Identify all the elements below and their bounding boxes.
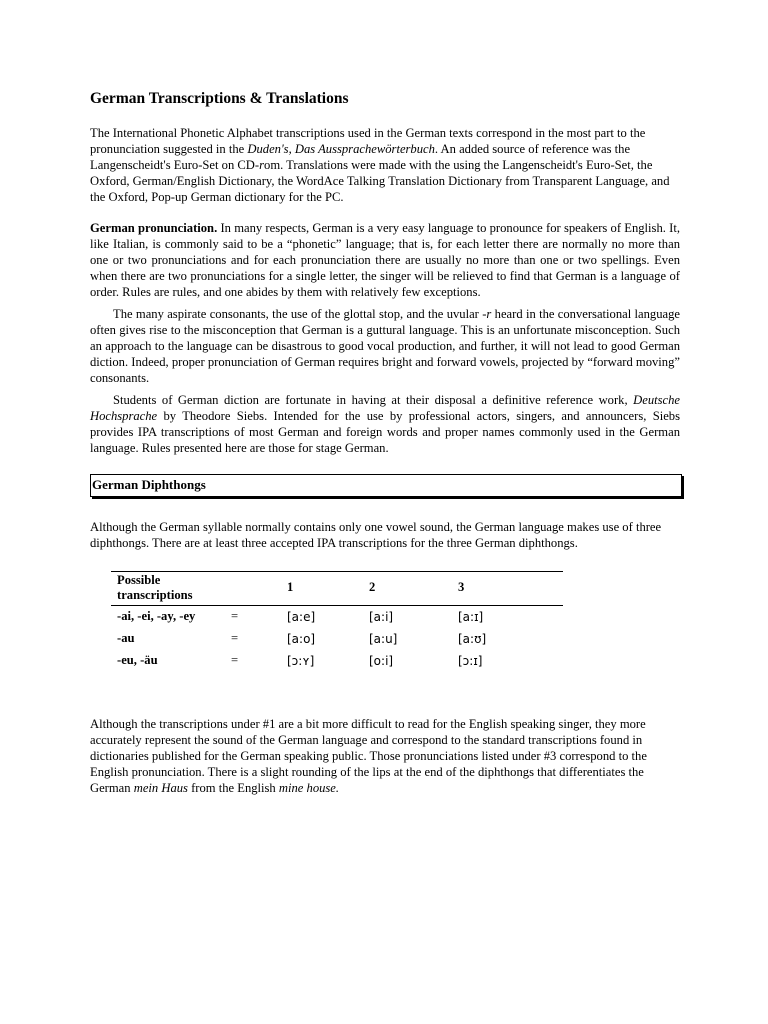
- closing-italic-mine-house: mine house.: [278, 780, 340, 795]
- row-transcription-1: [ɔ:ʏ]: [287, 653, 315, 668]
- intro-text-1: The International Phonetic Alphabet transcriptions used in the German texts correspond in the most part to the pronunciation suggested in the: [90, 125, 646, 156]
- table-header-row: [111, 571, 563, 605]
- diphthongs-closing-paragraph: [90, 716, 680, 796]
- page-title: German Transcriptions & Translations: [90, 90, 349, 107]
- row-transcription-2: [o:i]: [369, 653, 394, 668]
- table-row: [111, 628, 563, 650]
- pronunciation-text-2b: heard in the conversational language often gives rise to the misconception that German is a guttural language. This is an unfortunate misconception. Such an approach to the language can be disastrous to good vocal production, and further, it will not lead to good German diction. Indeed, proper pronunciation of German requires bright and forward vowels, projected by “forward moving” consonants.: [90, 306, 681, 385]
- row-transcription-3: [a:ɪ]: [458, 609, 484, 624]
- row-equals: =: [231, 609, 239, 624]
- table-header-eq: [231, 571, 287, 605]
- intro-italic-r: r: [259, 157, 265, 172]
- section-heading-diphthongs: German Diphthongs: [90, 474, 682, 497]
- pronunciation-italic-siebs: Deutsche Hochsprache: [90, 392, 680, 423]
- document-page: [90, 90, 680, 796]
- table-row: [111, 650, 563, 672]
- intro-text-3: om. Translations were made with the using the Langenscheidt's Euro-Set, the Oxford, German/English Dictionary, the WordAce Talking Translation Dictionary from Transparent Language, and the Oxford, Pop-up German dictionary for the PC.: [90, 157, 670, 204]
- pronunciation-paragraph-2: [90, 306, 680, 386]
- row-equals: =: [231, 631, 239, 646]
- table-header-3: 3: [458, 571, 563, 605]
- pronunciation-paragraph-3: [90, 392, 680, 456]
- intro-paragraph: [90, 125, 680, 205]
- row-transcription-2: [a:u]: [369, 631, 398, 646]
- row-transcription-3: [a:ʊ]: [458, 631, 487, 646]
- table-header-1: 1: [287, 571, 369, 605]
- table-header-2: 2: [369, 571, 458, 605]
- table-row: [111, 605, 563, 628]
- pronunciation-italic-r: -r: [482, 306, 492, 321]
- row-label: -eu, -äu: [117, 653, 158, 668]
- row-equals: =: [231, 653, 239, 668]
- pronunciation-text-3b: by Theodore Siebs. Intended for the use by professional actors, singers, and announcers, Siebs provides IPA transcriptions of most German and foreign words and proper names commonly used in the German language. Rules presented here are those for stage German.: [90, 408, 680, 455]
- pronunciation-text-1: In many respects, German is a very easy language to pronounce for speakers of English. It, like Italian, is commonly said to be a “phonetic” language; that is, for each letter there are normally no more than one or two pronunciations and for each pronunciation there are usually no more than one or two spellings. Even when there are two pronunciations for a single letter, the singer will be relieved to find that German is a language of order. Rules are rules, and one abides by them with relatively few exceptions.: [90, 220, 680, 299]
- pronunciation-text-3a: Students of German diction are fortunate in having at their disposal a definitive reference work,: [113, 392, 634, 407]
- pronunciation-text-2a: The many aspirate consonants, the use of the glottal stop, and the uvular: [113, 306, 483, 321]
- closing-text-b: from the English: [187, 780, 279, 795]
- intro-italic-duden: Duden's, Das Aussprachewörterbuch: [247, 141, 435, 156]
- row-transcription-1: [a:o]: [287, 631, 316, 646]
- pronunciation-paragraph-1: [90, 220, 680, 300]
- diphthongs-intro: Although the German syllable normally contains only one vowel sound, the German language makes use of three diphthongs. There are at least three accepted IPA transcriptions for the three German diphthongs.: [90, 519, 662, 550]
- transcriptions-table: [111, 571, 563, 672]
- closing-text-a: Although the transcriptions under #1 are a bit more difficult to read for the English speaking singer, they more accurately represent the sound of the German language and correspond to the standard transcriptions found in dictionaries published for the German speaking public. Those pronunciations listed under #3 correspond to the English pronunciation. There is a slight rounding of the lips at the end of the diphthongs that differentiates the German: [90, 716, 647, 795]
- row-transcription-1: [a:e]: [287, 609, 316, 624]
- pronunciation-heading: German pronunciation.: [90, 220, 218, 235]
- row-label: -ai, -ei, -ay, -ey: [117, 609, 196, 624]
- intro-text-2: . An added source of reference was the Langenscheidt's Euro-Set on CD-: [90, 141, 631, 172]
- row-transcription-3: [ɔ:ɪ]: [458, 653, 483, 668]
- closing-italic-mein-haus: mein Haus: [133, 780, 188, 795]
- row-label: -au: [117, 631, 135, 646]
- table-header-label: Possible transcriptions: [111, 571, 231, 605]
- row-transcription-2: [a:i]: [369, 609, 394, 624]
